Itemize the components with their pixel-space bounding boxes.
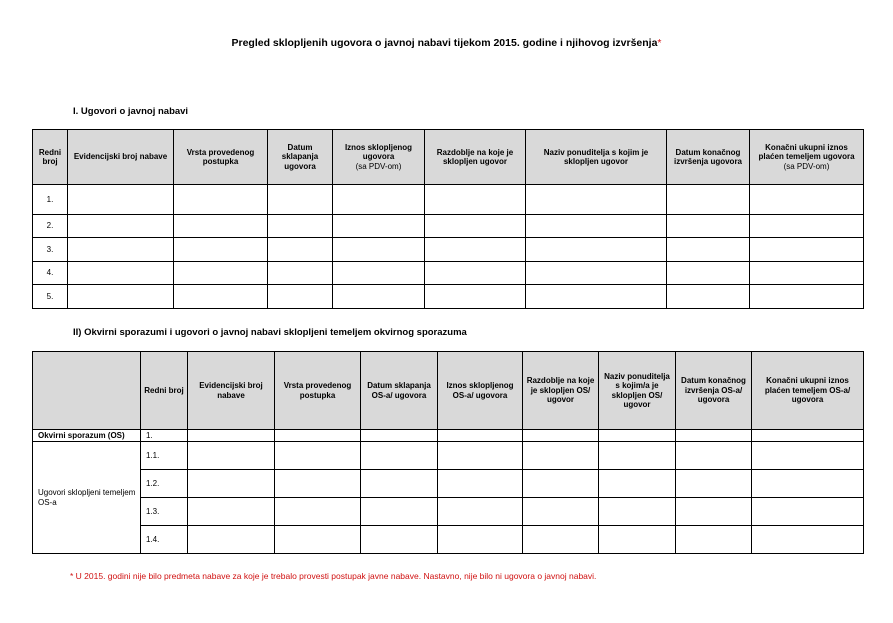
table-row [33, 285, 864, 309]
header-datum-sklapanja: Datum sklapanja ugovora [268, 130, 333, 185]
header-vrsta-postupka: Vrsta provedenog postupka [174, 130, 268, 185]
section1-heading: I. Ugovori o javnoj nabavi [73, 106, 189, 117]
header-evidencijski-broj: Evidencijski broj nabave [68, 130, 174, 185]
row-number: 1.2. [141, 470, 188, 498]
header-razdoblje: Razdoblje na koje je sklopljen OS/ ugovor [523, 352, 599, 430]
table-row [33, 185, 864, 215]
header-vrsta-postupka: Vrsta provedenog postupka [275, 352, 361, 430]
header-datum-izvrsenja: Datum konačnog izvršenja OS-a/ ugovora [676, 352, 752, 430]
row-number: 1.3. [141, 498, 188, 526]
row-number: 1. [33, 185, 68, 215]
footnote: * U 2015. godini nije bilo predmeta nabave za koje je trebalo provesti postupak javne nabave. Nastavno, nije bilo ni ugovora o javnoj nabavi. [70, 571, 597, 581]
header-konacni-iznos: Konačni ukupni iznos plaćen temeljem ugovora (sa PDV-om) [750, 130, 864, 185]
header-empty [33, 352, 141, 430]
header-naziv-ponuditelja: Naziv ponuditelja s kojim/a je sklopljen OS/ ugovor [599, 352, 676, 430]
contracts-table [32, 129, 864, 309]
table-row [33, 442, 864, 470]
table-row [33, 215, 864, 238]
header-konacni-iznos: Konačni ukupni iznos plaćen temeljem OS-a/ ugovora [752, 352, 864, 430]
row-number: 1.1. [141, 442, 188, 470]
header-iznos-ugovora: Iznos sklopljenog ugovora (sa PDV-om) [333, 130, 425, 185]
table-row [33, 262, 864, 285]
os-label: Okvirni sporazum (OS) [33, 430, 141, 442]
header-evidencijski-broj: Evidencijski broj nabave [188, 352, 275, 430]
document-title [0, 37, 893, 49]
title-footnote-marker: * [657, 37, 662, 49]
row-number: 2. [33, 215, 68, 238]
row-number: 1. [141, 430, 188, 442]
header-razdoblje: Razdoblje na koje je sklopljen ugovor [425, 130, 526, 185]
header-iznos-os: Iznos sklopljenog OS-a/ ugovora [438, 352, 523, 430]
row-number: 5. [33, 285, 68, 309]
row-number: 4. [33, 262, 68, 285]
header-datum-sklapanja: Datum sklapanja OS-a/ ugovora [361, 352, 438, 430]
table-row [33, 498, 864, 526]
row-number: 1.4. [141, 526, 188, 554]
table-row [33, 526, 864, 554]
title-text: Pregled sklopljenih ugovora o javnoj nabavi tijekom 2015. godine i njihovog izvršenja [231, 37, 658, 49]
framework-agreements-table [32, 351, 864, 554]
section2-heading: II) Okvirni sporazumi i ugovori o javnoj nabavi sklopljeni temeljem okvirnog sporazuma [73, 327, 467, 338]
table-row [33, 470, 864, 498]
header-redni-broj: Redni broj [33, 130, 68, 185]
row-number: 3. [33, 238, 68, 262]
header-datum-izvrsenja: Datum konačnog izvršenja ugovora [667, 130, 750, 185]
header-redni-broj: Redni broj [141, 352, 188, 430]
table-row [33, 238, 864, 262]
header-naziv-ponuditelja: Naziv ponuditelja s kojim je sklopljen ugovor [526, 130, 667, 185]
contracts-label: Ugovori sklopljeni temeljem OS-a [33, 442, 141, 554]
table-row [33, 430, 864, 442]
